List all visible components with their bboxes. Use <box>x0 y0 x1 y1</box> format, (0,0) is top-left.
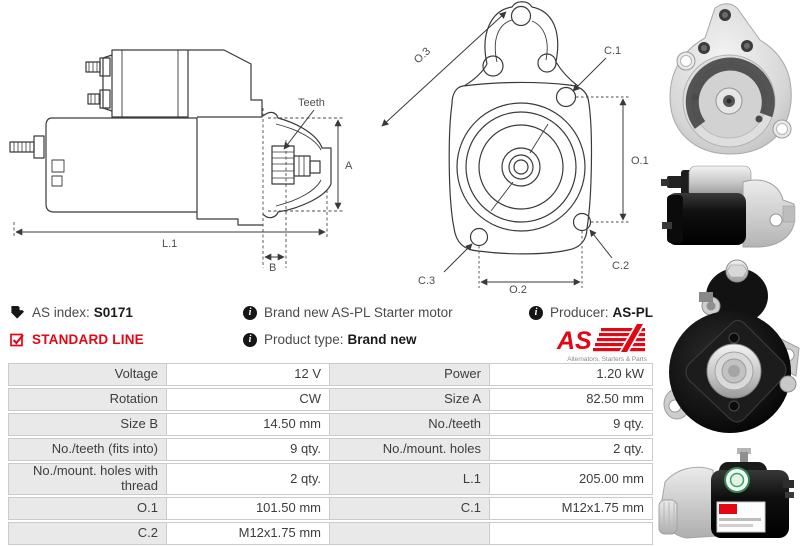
info-icon <box>529 306 543 320</box>
info-icon <box>243 306 257 320</box>
l1-dim-label: L.1 <box>162 238 178 250</box>
c1-dim-label: C.1 <box>604 45 622 57</box>
o2-dim-label: O.2 <box>509 284 527 295</box>
as-index-value: S0171 <box>93 305 133 320</box>
spec-value: 205.00 mm <box>490 463 653 495</box>
starter-front-photo[interactable] <box>655 2 800 158</box>
checkbox-icon <box>10 332 25 347</box>
producer-line <box>529 305 653 320</box>
teeth-dim-label: Teeth <box>298 97 325 109</box>
spec-label: No./mount. holes with thread <box>8 463 167 495</box>
brand-new-line <box>243 305 453 320</box>
spec-value: M12x1.75 mm <box>167 522 330 545</box>
spec-label: C.1 <box>330 497 490 520</box>
standard-line-badge <box>10 332 144 347</box>
spec-label: Rotation <box>8 388 167 411</box>
spec-label: No./teeth (fits into) <box>8 438 167 461</box>
spec-value: 12 V <box>167 363 330 386</box>
spec-label <box>330 522 490 545</box>
spec-value: 101.50 mm <box>167 497 330 520</box>
standard-line-label: STANDARD LINE <box>32 332 144 347</box>
spec-label: O.1 <box>8 497 167 520</box>
logo-text: AS <box>557 327 592 355</box>
c2-dim-label: C.2 <box>612 260 630 272</box>
product-type-line <box>243 332 417 347</box>
spec-label: Power <box>330 363 490 386</box>
spec-label: Size A <box>330 388 490 411</box>
spec-value: 9 qty. <box>167 438 330 461</box>
a-dim-label: A <box>345 160 353 172</box>
spec-value <box>490 522 653 545</box>
producer-label: Producer: <box>549 305 609 320</box>
spec-label: No./mount. holes <box>330 438 490 461</box>
starter-rear-photo[interactable] <box>655 254 800 442</box>
starter-side-photo[interactable] <box>655 160 800 252</box>
as-index-line <box>10 305 133 320</box>
as-pl-logo <box>555 322 653 364</box>
info-icon <box>243 333 257 347</box>
spec-value: 82.50 mm <box>490 388 653 411</box>
spec-value: M12x1.75 mm <box>490 497 653 520</box>
tag-icon <box>10 305 25 320</box>
o1-dim-label: O.1 <box>631 155 649 167</box>
spec-label: Size B <box>8 413 167 436</box>
b-dim-label: B <box>269 262 277 274</box>
side-view-technical-drawing <box>0 0 360 295</box>
producer-value: AS-PL <box>612 305 653 320</box>
spec-label: L.1 <box>330 463 490 495</box>
logo-subtext: Alternators, Starters & Parts <box>567 356 647 363</box>
product-type-label: Product type: <box>264 332 344 347</box>
spec-value: 9 qty. <box>490 413 653 436</box>
c3-dim-label: C.3 <box>418 275 436 287</box>
spec-value: 14.50 mm <box>167 413 330 436</box>
spec-label: No./teeth <box>330 413 490 436</box>
as-index-label: AS index: <box>32 305 90 320</box>
spec-label: C.2 <box>8 522 167 545</box>
spec-label: Voltage <box>8 363 167 386</box>
as-pl-logo-graphic <box>555 322 653 364</box>
spec-value: 2 qty. <box>167 463 330 495</box>
spec-value: 1.20 kW <box>490 363 653 386</box>
front-view-technical-drawing <box>360 0 660 295</box>
o3-dim-label: O.3 <box>411 45 434 67</box>
spec-table <box>8 363 653 545</box>
brand-new-text: Brand new AS-PL Starter motor <box>264 305 453 320</box>
starter-side-photo-2[interactable] <box>655 444 800 546</box>
spec-value: CW <box>167 388 330 411</box>
spec-value: 2 qty. <box>490 438 653 461</box>
product-type-value: Brand new <box>347 332 417 347</box>
